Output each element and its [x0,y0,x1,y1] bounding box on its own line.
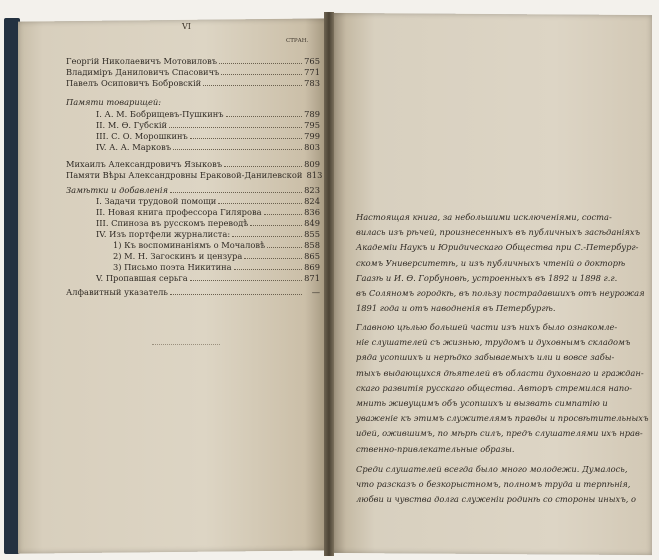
toc-entry-title: II. Новая книга профессора Гилярова [96,207,262,217]
preface-paragraph [356,462,636,508]
text-line: Среди слушателей всегда было много молодежи. Думалось, [356,464,628,474]
toc-entry [66,56,320,66]
toc-entry-page: 824 [304,196,320,206]
toc-entry-page: 836 [304,207,320,217]
toc-entry-page: 771 [304,67,320,77]
toc-entry [96,218,320,228]
text-line: уваженіе къ этимъ служителямъ правды и просвѣтительныхъ [356,413,649,424]
toc-entry [66,78,320,88]
toc-entry-title: Памяти Вѣры Александровны Ераковой-Данилевской [66,170,303,180]
toc-entry-page: 858 [304,240,320,250]
text-line: тыхъ выдающихся дѣятелей въ области духовнаго и граждан- [356,367,644,378]
toc-entry [113,262,320,272]
toc-entry-title: Владиміръ Даниловичъ Спасовичъ [66,67,220,77]
toc-entry-page: — [311,287,320,297]
toc-entry-page: 871 [304,273,320,283]
toc-entry [96,229,320,239]
toc-entry-title: 3) Письмо поэта Никитина [113,262,232,272]
toc-entry [96,120,320,130]
toc-entry-title: V. Пропавшая серьга [96,273,188,283]
toc-section-heading: Замѣтки и добавленія [66,185,168,195]
toc-entry-title: II. М. Ө. Губскій [96,120,168,130]
toc-entry-title: I. А. М. Бобрищевъ-Пушкинъ [96,109,224,119]
preface-paragraph [356,210,645,316]
toc-entry-page: 795 [304,120,320,130]
toc-entry [66,287,320,297]
toc-entry-title: 1) Къ воспоминаніямъ о Мочаловѣ [113,240,266,250]
toc-entry-page: 809 [304,159,320,169]
toc-entry [96,196,320,206]
text-line: Гаазѣ и И. Ө. Горбуновѣ, устроенныхъ въ 1892 и 1898 г.г. [356,272,618,283]
toc-entry-page: 813 [306,170,323,180]
toc-entry [113,251,320,261]
toc-entry-page: 865 [304,251,320,261]
text-line: идей, ожившимъ, по мѣрѣ силъ, предъ слушателями ихъ нрав- [356,428,643,439]
toc-entry [96,273,320,283]
text-line: Академіи Наукъ и Юридическаго Общества при С.-Петербург- [356,242,639,253]
toc-entry-title: I. Задачи трудовой помощи [96,196,217,206]
text-line: Главною цѣлью большей части изъ нихъ было ознакомле- [356,322,618,332]
toc-entry-page: 799 [304,131,320,141]
text-line: мнить живущимъ объ усопшихъ и вызвать симпатію и [356,398,608,409]
toc-entry [113,240,320,250]
toc-entry [96,142,320,152]
toc-entry-title: 2) М. Н. Загоскинъ и цензура [113,251,243,261]
toc-entry-title: III. С. О. Морошкинъ [96,131,188,141]
toc-entry-title: IV. Изъ портфели журналиста: [96,229,231,239]
toc-entry-page: 803 [304,142,320,152]
page-column-header: СТРАН. [286,38,309,44]
toc-entry-title: III. Спиноза въ русскомъ переводѣ [96,218,249,228]
page-number: VI [182,22,191,31]
text-line: скаго развитія русскаго общества. Авторъ стремился напо- [356,382,632,393]
toc-entry [96,109,320,119]
text-line: вилась изъ рѣчей, произнесенныхъ въ публичныхъ засѣданіяхъ [356,227,641,238]
toc-section-heading: Памяти товарищей: [66,97,162,107]
toc-entry-page: 855 [304,229,320,239]
toc-entry-page: 823 [304,185,320,195]
text-line: что разсказъ о безкорыстномъ, полномъ труда и терпѣнія, [356,479,631,490]
text-line: въ Соляномъ городкѣ, въ пользу пострадавшихъ отъ неурожая [356,288,645,299]
toc-entry [66,67,320,77]
text-line: ряда усопшихъ и нерѣдко забываемыхъ или и вовсе забы- [356,352,615,363]
toc-entry-title: Михаилъ Александровичъ Языковъ [66,159,223,169]
text-line: скомъ Университетѣ, и изъ публичныхъ чтеній о докторѣ [356,257,626,268]
text-line: ніе слушателей съ жизнью, трудомъ и духовнымъ складомъ [356,337,631,348]
toc-entry [66,159,320,169]
toc-entry [96,131,320,141]
toc-entry-title: Георгій Николаевичъ Мотовиловъ [66,56,218,66]
text-line: ственно-привлекательные образы. [356,443,515,454]
toc-entry-page: 765 [304,56,320,66]
text-line: Настоящая книга, за небольшими исключеніями, соста- [356,212,612,222]
decorative-rule [152,344,220,345]
toc-entry-page: 789 [304,109,320,119]
toc-entry [66,170,323,180]
preface-paragraph [356,320,649,457]
toc-entry-page: 849 [304,218,320,228]
toc-entry-page: 869 [304,262,320,272]
toc-entry-title: Алфавитный указатель [66,287,168,297]
toc-section-entry [66,185,320,195]
text-line: любви и чувства долга служеніи родинѣ со стороны иныхъ, о [356,494,636,505]
toc-entry-title: Павелъ Осиповичъ Бобровскій [66,78,202,88]
toc-entry-page: 783 [304,78,320,88]
toc-entry-title: IV. А. А. Марковъ [96,142,172,152]
toc-entry [96,207,320,217]
text-line: 1891 года и отъ наводненія въ Петербургѣ. [356,303,556,314]
